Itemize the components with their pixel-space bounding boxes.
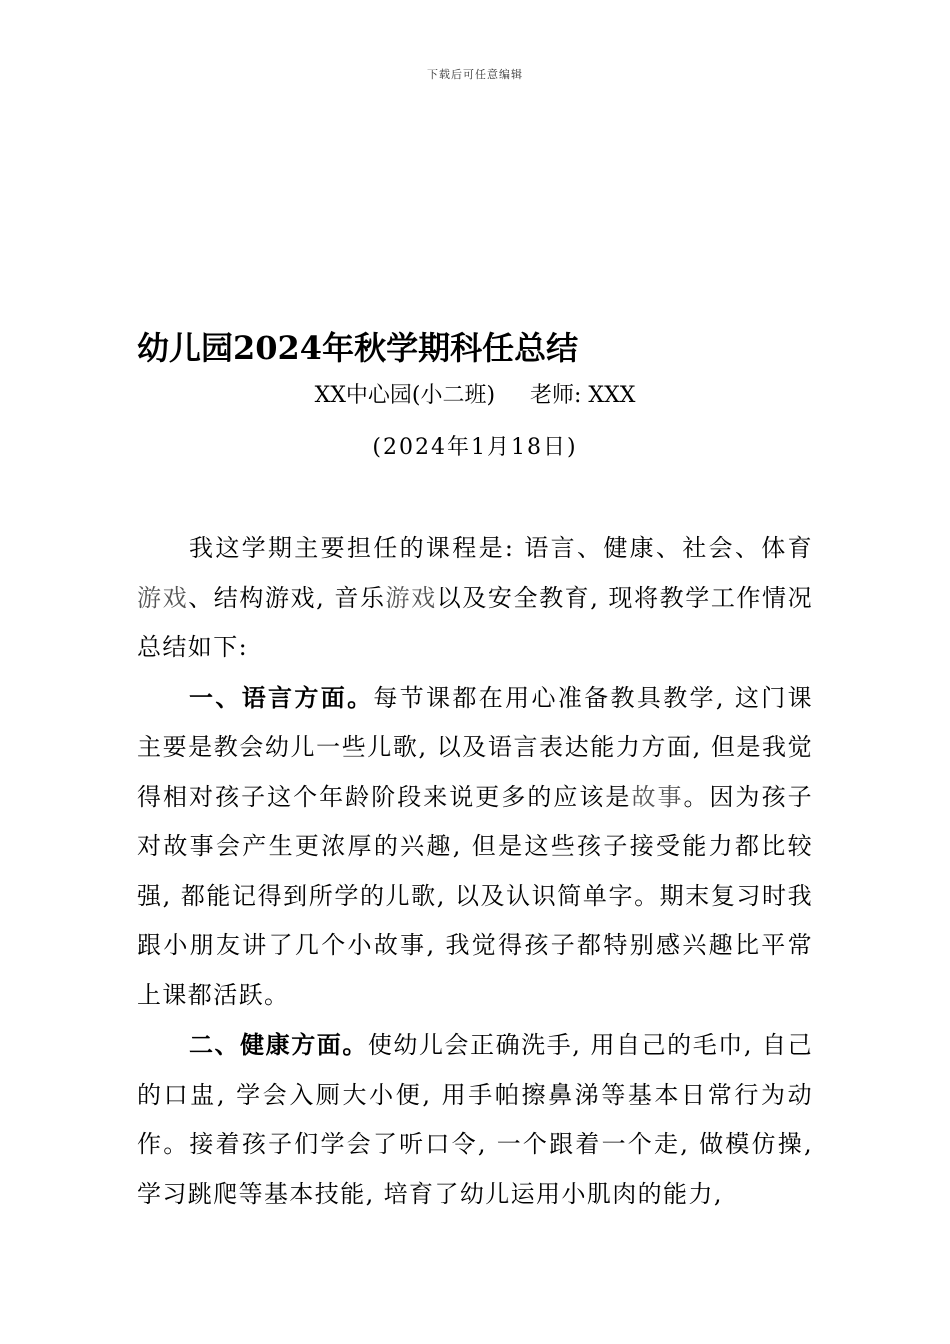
author-line: XX中心园(小二班) 老师: XXX (314, 383, 636, 408)
intro-text-2: 、结构游戏, 音乐 (188, 583, 386, 612)
intro-text-1: 我这学期主要担任的课程是: 语言、健康、社会、体育 (189, 534, 813, 562)
section-language-text-2: 。因为孩子对故事会产生更浓厚的兴趣, 但是这些孩子接受能力都比较强, 都能记得到所学的儿歌, 以及认识简单字。期末复习时我跟小朋友讲了几个小故事, 我觉得孩子都特别感兴趣比平常上课都活跃。 (137, 782, 813, 1009)
section-language-text-1: 每节课都在用心准备教具教学, 这门课主要是教会幼儿一些儿歌, 以及语言表达能力方面, 但是我觉得相对孩子这个年龄阶段来说更多的应该是 (137, 683, 813, 811)
section-health-heading: 二、健康方面。 (189, 1030, 368, 1059)
document-title: 幼儿园2024年秋学期科任总结 (137, 329, 579, 367)
section-language-paragraph (137, 673, 813, 1021)
header-note: 下载后可任意编辑 (427, 68, 523, 81)
intro-highlight-2: 游戏 (385, 583, 437, 612)
section-language-heading: 一、语言方面。 (189, 682, 374, 712)
intro-paragraph (137, 524, 813, 673)
section-health-text: 使幼儿会正确洗手, 用自己的毛巾, 自己的口盅, 学会入厕大小便, 用手帕擦鼻涕等基本日常行为动作。接着孩子们学会了听口令, 一个跟着一个走, 做模仿操, 学习跳爬等基本技能, 培育了幼儿运用小肌肉的能力, (137, 1031, 813, 1208)
section-language-highlight: 故事 (631, 782, 684, 811)
section-health-paragraph (137, 1020, 813, 1219)
intro-highlight-1: 游戏 (137, 583, 189, 612)
date-line: (2024年1月18日) (372, 435, 578, 460)
intro-text-3: 以及安全教育, 现将教学工作情况总结如下: (137, 583, 813, 661)
document-body (137, 524, 813, 1219)
